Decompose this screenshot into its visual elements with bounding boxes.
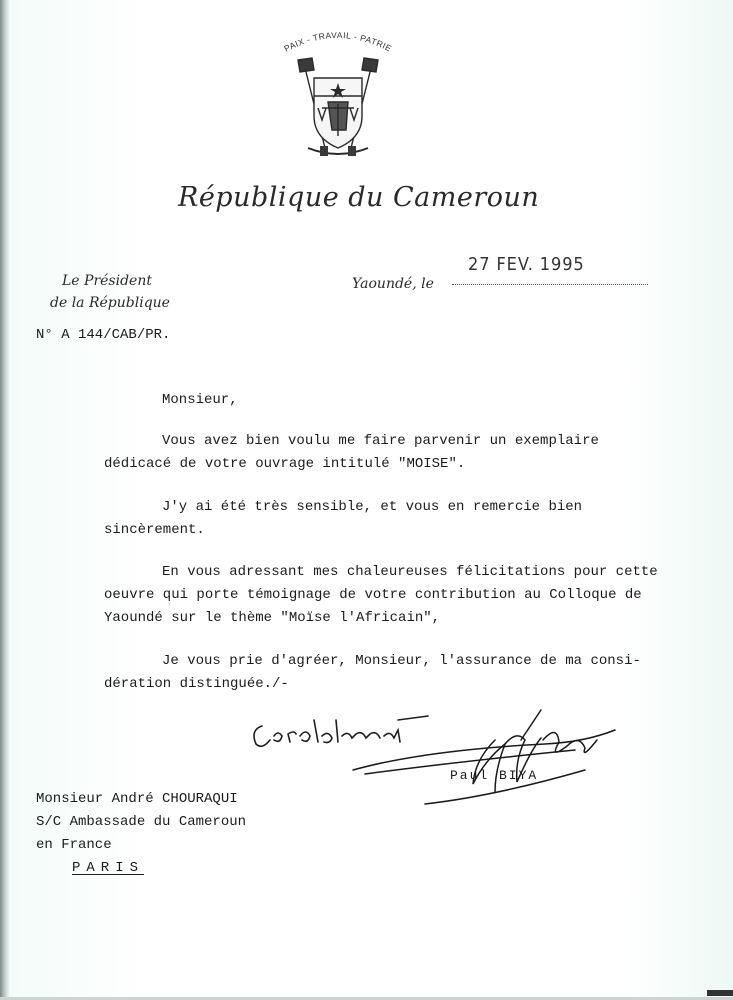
recipient-line3: en France xyxy=(36,837,112,853)
date-stamp: 27 FEV. 1995 xyxy=(468,254,585,275)
paragraph-4 xyxy=(104,650,704,696)
recipient-line2: S/C Ambassade du Cameroun xyxy=(36,814,247,830)
paragraph-2-line2: sincèrement. xyxy=(104,522,205,538)
recipient-city: PARIS xyxy=(72,860,145,876)
scan-corner-mark xyxy=(707,990,733,996)
place-label: Yaoundé, le xyxy=(352,276,434,292)
svg-text:PAIX - TRAVAIL - PATRIE xyxy=(282,30,393,54)
recipient-line1: Monsieur André CHOURAQUI xyxy=(36,791,238,807)
sender-title-line2: de la République xyxy=(50,295,170,311)
sender-block xyxy=(50,270,170,314)
coat-of-arms-icon xyxy=(292,56,384,162)
sender-title-line1: Le Président xyxy=(62,273,152,289)
paragraph-1 xyxy=(104,430,704,476)
motto-arc xyxy=(278,18,398,58)
paragraph-3-line1: En vous adressant mes chaleureuses félicitations pour cette xyxy=(162,564,658,580)
paragraph-4-line2: dération distinguée./- xyxy=(104,676,289,692)
paragraph-3 xyxy=(104,561,704,630)
paragraph-4-line1: Je vous prie d'agréer, Monsieur, l'assurance de ma consi- xyxy=(162,653,641,669)
salutation: Monsieur, xyxy=(162,392,238,408)
page-edge-shadow xyxy=(0,0,10,1000)
signature-icon xyxy=(345,700,625,810)
signatory-name: Paul BIYA xyxy=(450,768,539,783)
reference-number: N° A 144/CAB/PR. xyxy=(36,327,171,343)
motto-text: PAIX - TRAVAIL - PATRIE xyxy=(282,29,394,54)
paragraph-1-line2: dédicacé de votre ouvrage intitulé "MOISE". xyxy=(104,456,466,472)
recipient-address xyxy=(36,788,246,880)
paragraph-1-line1: Vous avez bien voulu me faire parvenir un exemplaire xyxy=(162,433,599,449)
paragraph-3-line2: oeuvre qui porte témoignage de votre contribution au Colloque de xyxy=(104,587,642,603)
paragraph-2-line1: J'y ai été très sensible, et vous en remercie bien xyxy=(162,499,583,515)
paragraph-2 xyxy=(104,496,704,542)
republic-title: République du Cameroun xyxy=(178,182,540,213)
date-line xyxy=(452,284,648,285)
paragraph-3-line3: Yaoundé sur le thème "Moïse l'Africain", xyxy=(104,610,441,626)
